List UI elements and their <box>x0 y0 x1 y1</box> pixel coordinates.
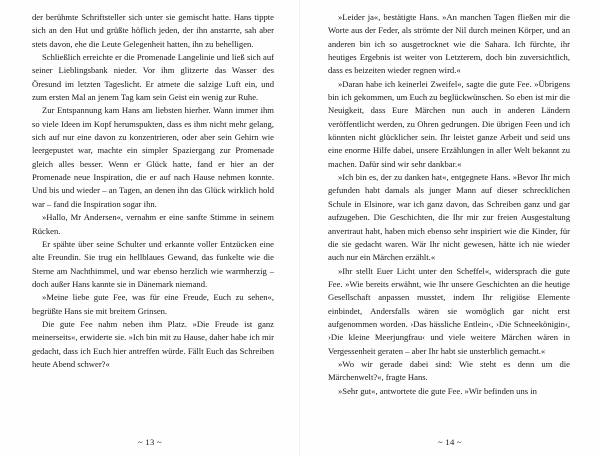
paragraph: Er spähte über seine Schulter und erkannte voller Entzücken eine alte Freundin. Sie trug ein hellblaues Gewand, das funkelte wie die Sterne am Nachthimmel, und war ebenso herzlich wie warmherzig – doch außer Hans kannte sie in Dänemark niemand. <box>32 238 274 289</box>
left-page-text <box>32 11 274 371</box>
right-page <box>300 0 600 456</box>
paragraph: Zur Entspannung kam Hans am liebsten hierher. Wann immer ihm so viele Ideen im Kopf herumspukten, dass es ihm nicht mehr gelang, sich auf nur eine davon zu konzentrieren, oder aber sein Gehirn wie leergepustet war, machte ein simpler Spaziergang zur Promenade gleich alles besser. Wenn er Glück hatte, fand er hier an der Promenade neue Inspiration, die er auf nach Hause nehmen konnte. Und bis und wieder – an Tagen, an denen ihn das Glück wirklich hold war – fand die Inspiration sogar ihn. <box>32 105 274 209</box>
page-number: ~ 13 ~ <box>138 437 162 447</box>
page-number: ~ 14 ~ <box>438 437 462 447</box>
paragraph: »Ihr stellt Euer Licht unter den Scheffel«, widersprach die gute Fee. »Wie bereits erwähnt, wie Ihr unsere Geschichten an die heutige Gesellschaft anpassen musstet, indem Ihr religiöse Elemente einbindet, Andersfalls wären sie womöglich gar nicht erst aufgenommen worden. ›Das hässliche Entlein‹, ›Die Schneekönigin‹, ›Die kleine Meerjungfrau‹ und viele weitere Märchen wären in Vergessenheit geraten – aber Ihr habt sie unsterblich gemacht.« <box>328 265 570 356</box>
paragraph: »Ich bin es, der zu danken hat«, entgegnete Hans. »Bevor Ihr mich gefunden habt damals als junger Mann auf dieser schrecklichen Schule in Elsinore, war ich ganz davon, das Schreiben ganz und gar aufzugeben. Die Geschichten, die Ihr mir zur freien Ausgestaltung anvertraut habt, haben mich ebenso sehr inspiriert wie die Kinder, für die sie gedacht waren. Wär Ihr nicht gewesen, hätte ich nie wieder auch nur ein Märchen erzählt.« <box>328 172 570 263</box>
paragraph: »Meine liebe gute Fee, was für eine Freude, Euch zu sehen«, begrüßte Hans sie mit breitem Grinsen. <box>32 292 274 316</box>
paragraph: der berühmte Schriftsteller sich unter sie gemischt hatte. Hans tippte sich an den Hut und grüßte höflich jeden, der ihn anstarrte, sah aber stets davon, ehe die Leute Gelegenheit hatten, ihn zu behelligen. <box>32 12 274 49</box>
paragraph: Die gute Fee nahm neben ihm Platz. »Die Freude ist ganz meinerseits«, erwiderte sie. »Ich bin mit zu Hause, daher habe ich mir gedacht, dass ich Euch hier antreffen würde. Fällt Euch das Schreiben heute Abend schwer?« <box>32 318 274 369</box>
paragraph: »Wo wir gerade dabei sind: Wie steht es denn um die Märchenwelt?«, fragte Hans. <box>328 358 570 383</box>
right-page-text <box>328 11 570 398</box>
paragraph: »Hallo, Mr Andersen«, vernahm er eine sanfte Stimme in seinem Rücken. <box>32 212 274 236</box>
paragraph: »Sehr gut«, antwortete die gute Fee. »Wir befinden uns in <box>338 385 537 396</box>
paragraph: »Daran habe ich keinerlei Zweifel«, sagte die gute Fee. »Übrigens bin ich gekommen, um Euch zu beglückwünschen. So eben ist mir die Neuigkeit, dass Eure Märchen nun auch in anderen Ländern veröffentlicht werden, zu Ohren gedrungen. Die übrigen Feen und ich könnten nicht glücklicher sein. Ihr leistet ganze Arbeit und seid uns eine enorme Hilfe dabei, unsere Erzählungen in aller Welt bekannt zu machen. Dafür sind wir sehr dankbar.« <box>328 78 570 169</box>
paragraph: Schließlich erreichte er die Promenade Langelinie und ließ sich auf seiner Lieblingsbank nieder. Vor ihm glitzerte das Wasser des Öresund im letzten Tageslicht. Er atmete die salzige Luft ein, und zum ersten Mal an jenem Tag kam sein Geist ein wenig zur Ruhe. <box>32 52 274 103</box>
paragraph: »Leider ja«, bestätigte Hans. »An manchen Tagen fließen mir die Worte aus der Feder, als strömte der Nil durch meinen Körper, und an anderen bin ich so ausgetrocknet wie die Sahara. Ich fürchte, ihr heutiges Ergebnis ist weiter von Letzterem, doch bin zuversichtlich, dass es beizeiten wieder regnen wird.« <box>328 12 570 76</box>
